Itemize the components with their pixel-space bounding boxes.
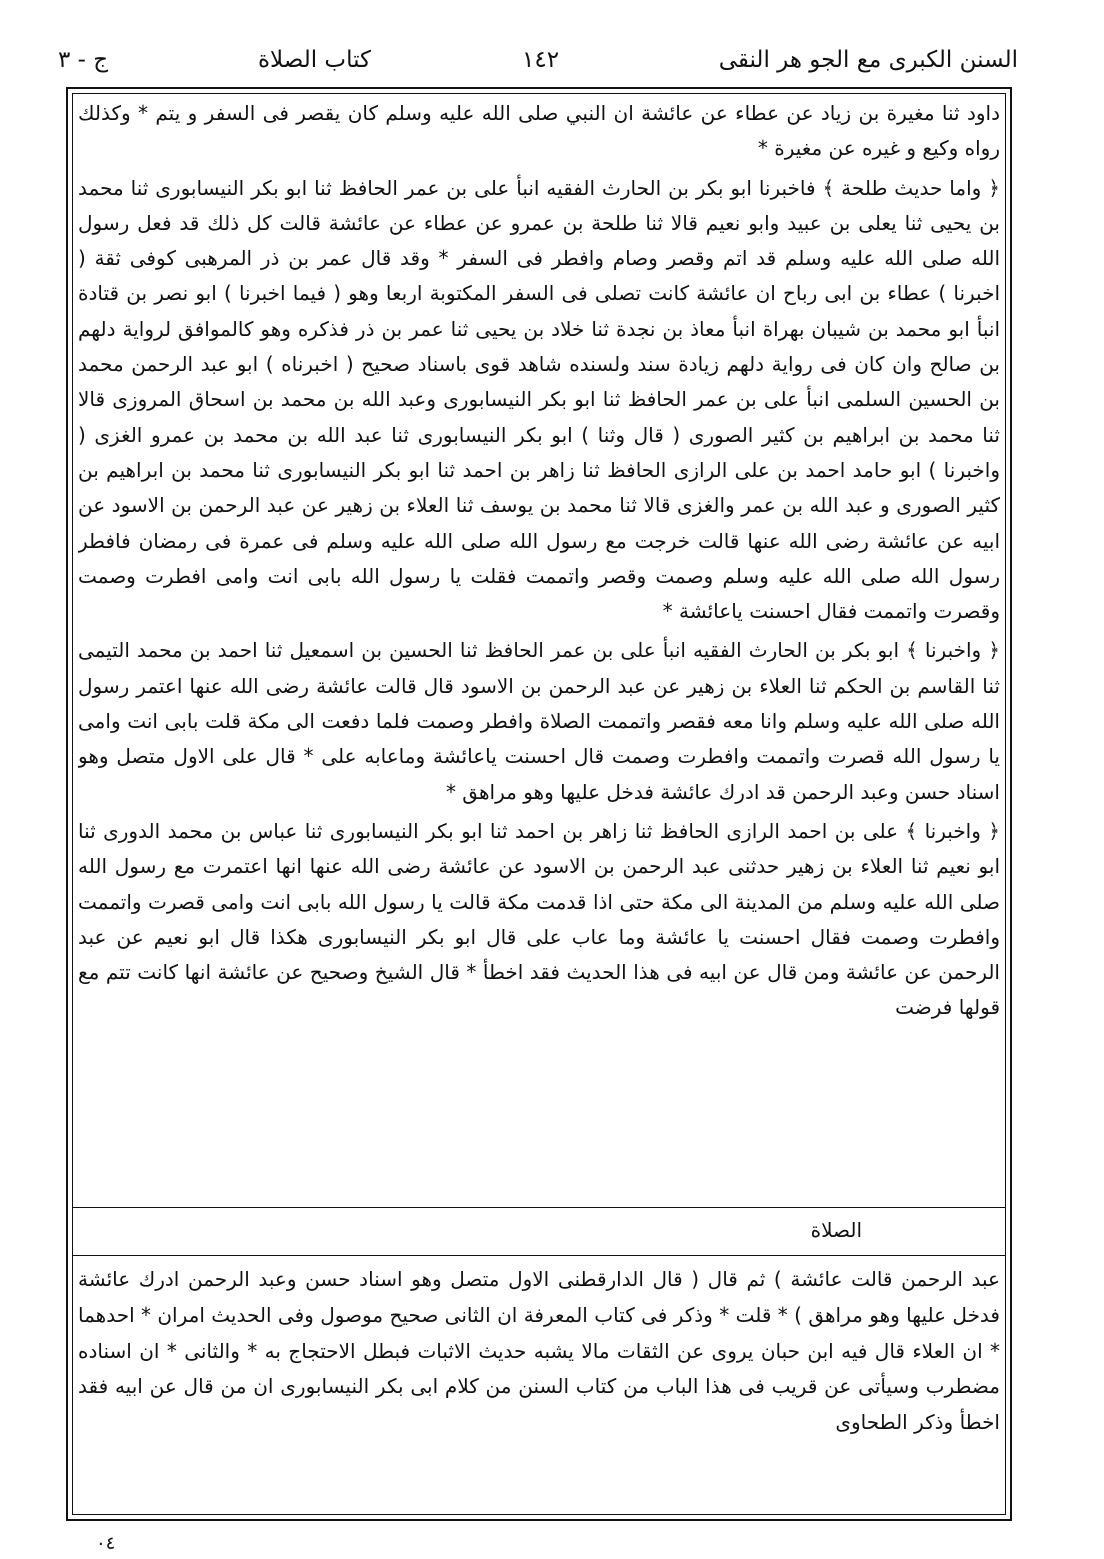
main-paragraph: داود ثنا مغيرة بن زياد عن عطاء عن عائشة ان النبي صلى الله عليه وسلم كان يقصر فى السفر و يتم * وكذلك رواه وكيع و غيره عن مغيرة *: [78, 101, 1000, 161]
footnote-section-label: [72, 1211, 1002, 1249]
page-number: ١٤٢: [522, 47, 560, 73]
corner-mark: ٠٤: [96, 1533, 116, 1554]
chapter-title: كتاب الصلاة: [258, 47, 371, 73]
main-paragraph: ﴿ واخبرنا ﴾ على بن احمد الرازى الحافظ ثنا زاهر بن احمد ثنا ابو بكر النيسابورى ثنا عباس بن محمد الدورى ثنا ابو نعيم ثنا العلاء بن زهير حدثنى عبد الرحمن بن الاسود عن عائشة رضى الله عنها انها اعتمرت مع رسول الله صلى الله عليه وسلم من المدينة الى مكة حتى اذا قدمت مكة قالت يا رسول الله بابى انت وامى قصرت واتممت وافطرت وصمت فقال احسنت يا عائشة وما عاب على قال ابو بكر النيسابورى هكذا قال ابو نعيم عن عبد الرحمن عن عائشة ومن قال عن ابيه فى هذا الحديث فقد اخطأ * قال الشيخ وصحيح عن عائشة انها كانت تتم مع قولها فرضت: [78, 818, 1000, 1020]
footnote-text-block: [78, 1262, 1000, 1514]
main-text-block: [78, 96, 1000, 1196]
divider-bottom: [72, 1255, 1006, 1256]
page-header: [58, 38, 1018, 82]
main-paragraph: ﴿ واما حديث طلحة ﴾ فاخبرنا ابو بكر بن الحارث الفقيه انبأ على بن عمر الحافظ ثنا ابو بكر النيسابورى ثنا محمد بن يحيى ثنا يعلى بن عبيد وابو نعيم قالا ثنا طلحة بن عمرو عن عطاء عن عائشة قالت كل ذلك قد فعل رسول الله صلى الله عليه وسلم قد اتم وقصر وصام وافطر فى السفر * وقد قال عمر بن ذر المرهبى كوفى ثقة ( اخبرنا ) عطاء بن ابى رباح ان عائشة كانت تصلى فى السفر المكتوبة اربعا وهو ( فيما اخبرنا ) ابو نصر بن قتادة انبأ ابو محمد بن شيبان بهراة انبأ معاذ بن نجدة ثنا خلاد بن يحيى ثنا عمر بن ذر فذكره وهو كالموافق لرواية دلهم بن صالح وان كان فى رواية دلهم زيادة سند ولسنده شاهد قوى باسناد صحيح ( اخبرناه ) ابو عبد الرحمن محمد بن الحسين السلمى انبأ على بن عمر الحافظ ثنا ابو بكر النيسابورى وعبد الله بن محمد بن اسحاق المروزى قالا ثنا محمد بن ابراهيم بن كثير الصورى ( قال وثنا ) ابو بكر النيسابورى ثنا عبد الله بن محمد بن عمرو الغزى ( واخبرنا ) ابو حامد احمد بن على الرازى الحافظ ثنا زاهر بن احمد ثنا ابو بكر النيسابورى ثنا محمد بن ابراهيم بن كثير الصورى و عبد الله بن عمر والغزى قالا ثنا محمد بن يوسف ثنا العلاء بن زهير عن عبد الرحمن بن الاسود عن ابيه عن عائشة رضى الله عنها قالت خرجت مع رسول الله صلى الله عليه وسلم فى عمرة فى رمضان فافطر رسول الله صلى الله عليه وسلم وصمت وقصر واتممت فقلت يا رسول الله بابى انت وامى افطرت وصمت وقصرت واتممت فقال احسنت ياعائشة *: [78, 175, 1000, 624]
section-label-text: الصلاة: [810, 1218, 862, 1242]
book-title: السنن الكبرى مع الجو هر النقى: [718, 47, 1018, 73]
main-paragraph: ﴿ واخبرنا ﴾ ابو بكر بن الحارث الفقيه انبأ على بن عمر الحافظ ثنا الحسين بن اسمعيل ثنا احمد بن محمد التيمى ثنا القاسم بن الحكم ثنا العلاء بن زهير عن عبد الرحمن بن الاسود قال قالت عائشة رضى الله عنها اعتمر رسول الله صلى الله عليه وسلم وانا معه فقصر واتممت الصلاة وافطر وصمت فلما دفعت الى مكة قلت بابى انت وامى يا رسول الله قصرت واتممت وافطرت وصمت قال احسنت ياعائشة وماعابه على * قال على الاول متصل وهو اسناد حسن وعبد الرحمن قد ادرك عائشة فدخل عليها وهو مراهق *: [78, 638, 1000, 804]
volume-label: ج - ٣: [58, 47, 109, 73]
footnote-paragraph: عبد الرحمن قالت عائشة ) ثم قال ( قال الدارقطنى الاول متصل وهو اسناد حسن وعبد الرحمن ادرك عائشة فدخل عليها وهو مراهق ) * قلت * وذكر فى كتاب المعرفة ان الثانى صحيح موصول وفى الحديث امران * احدهما * ان العلاء قال فيه ابن حبان يروى عن الثقات مالا يشبه حديث الاثبات فبطل الاحتجاج به * والثانى * ان اسناده مضطرب وسيأتى عن قريب فى هذا الباب من كتاب السنن من كلام ابى بكر النيسابورى ان من قال عن ابيه فقد اخطأ وذكر الطحاوى: [78, 1267, 1000, 1435]
divider-top: [72, 1207, 1006, 1208]
